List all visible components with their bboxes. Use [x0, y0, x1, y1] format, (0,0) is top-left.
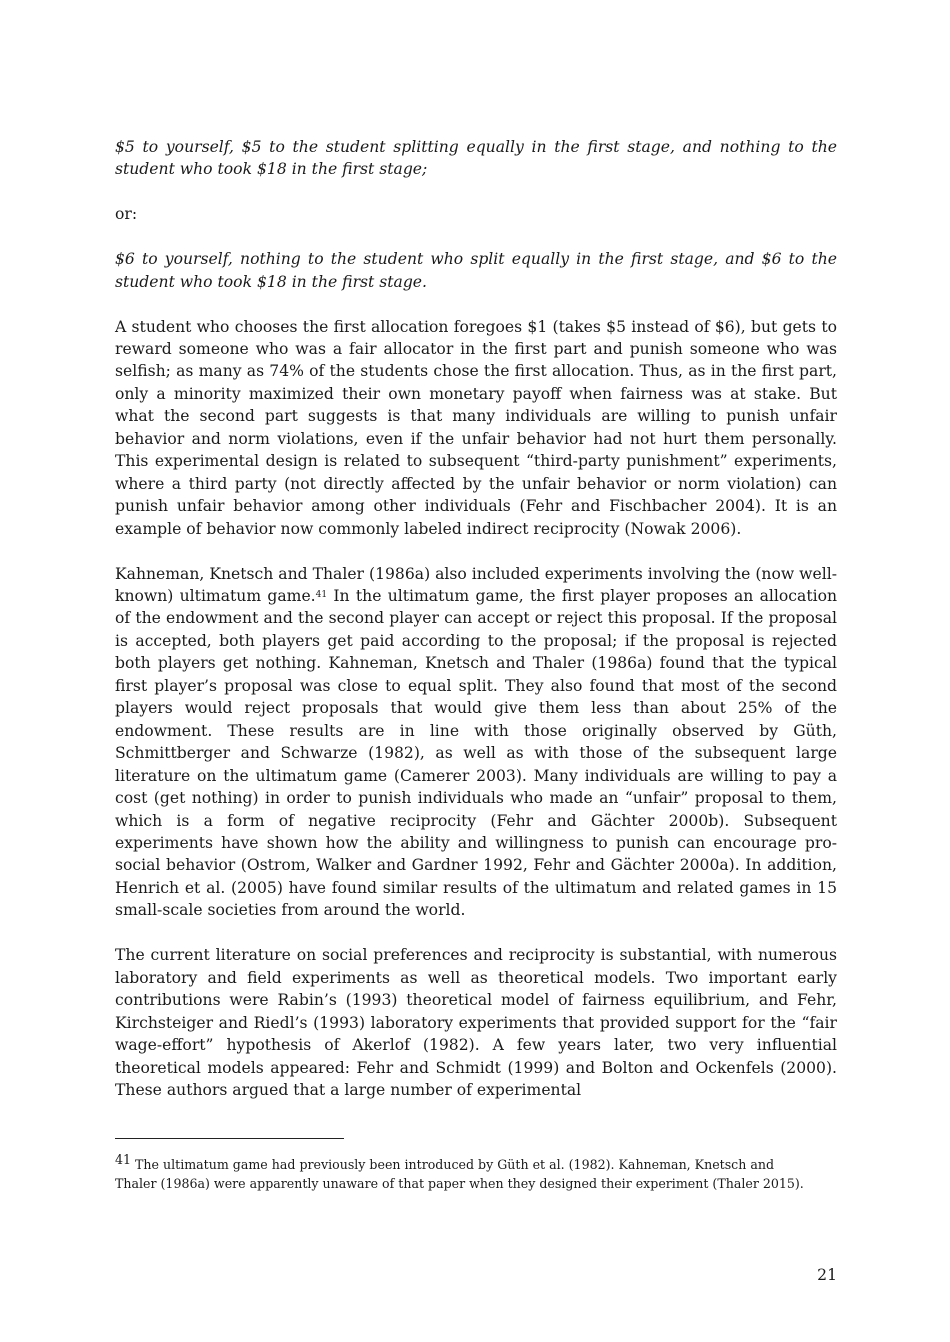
paragraph-or: or:: [115, 205, 138, 224]
paragraph-third-party-punishment: A student who chooses the first allocation foregoes $1 (takes $5 instead of $6), but gets to reward someone who was a fair allocator in the first part and punish someone who was selfish; as many as 74% of the students chose the first allocation. Thus, as in the first part, only a minority maximized their own monetary payoff when fairness was at stake. But what the second part suggests is that many individuals are willing to punish unfair behavior and norm violations, even if the unfair behavior had not hurt them personally. This experimental design is related to subsequent “third-party punishment” experiments, where a third party (not directly affected by the unfair behavior or norm violation) can punish unfair behavior among other individuals (Fehr and Fischbacher 2004). It is an example of behavior now commonly labeled indirect reciprocity (Nowak 2006).: [115, 317, 837, 538]
paragraph-current-literature: The current literature on social preferences and reciprocity is substantial, with numerous laboratory and field experiments as well as theoretical models. Two important early contributions were Rabin’s (1993) theoretical model of fairness equilibrium, and Fehr, Kirchsteiger and Riedl’s (1993) laboratory experiments that provided support for the “fair wage-effort” hypothesis of Akerlof (1982). A few years later, two very influential theoretical models appeared: Fehr and Schmidt (1999) and Bolton and Ockenfels (2000). These authors argued that a large number of experimental: [115, 946, 837, 1099]
paragraph-ultimatum-game: [115, 563, 837, 922]
ultimatum-text-before: Kahneman, Knetsch and Thaler (1986a) also included experiments involving the (now well-known) ultimatum game.: [115, 564, 837, 605]
paragraph-allocation-option-1: $5 to yourself, $5 to the student splitting equally in the first stage, and nothing to the student who took $18 in the first stage;: [115, 138, 837, 179]
ultimatum-text-after: In the ultimatum game, the first player proposes an allocation of the endowment and the second player can accept or reject this proposal. If the proposal is accepted, both players get paid according to the proposal; if the proposal is rejected both players get nothing. Kahneman, Knetsch and Thaler (1986a) found that the typical first player’s proposal was close to equal split. They also found that most of the second players would reject proposals that would give them less than about 25% of the endowment. These results are in line with those originally observed by Güth, Schmittberger and Schwarze (1982), as well as with those of the subsequent large literature on the ultimatum game (Camerer 2003). Many individuals are willing to pay a cost (get nothing) in order to punish individuals who made an “unfair” proposal to them, which is a form of negative reciprocity (Fehr and Gächter 2000b). Subsequent experiments have shown how the ability and willingness to punish can encourage pro-social behavior (Ostrom, Walker and Gardner 1992, Fehr and Gächter 2000a). In addition, Henrich et al. (2005) have found similar results of the ultimatum and related games in 15 small-scale societies from around the world.: [115, 587, 838, 920]
footnote-number: 41: [115, 1152, 132, 1167]
paragraph-allocation-option-2: $6 to yourself, nothing to the student who split equally in the first stage, and $6 to the student who took $18 in the first stage.: [115, 250, 837, 291]
body-text: [115, 136, 837, 1101]
page-number: 21: [817, 1266, 837, 1284]
footnote-reference: 41: [315, 590, 328, 600]
footnote-separator: [115, 1138, 344, 1139]
footnote-text: The ultimatum game had previously been introduced by Güth et al. (1982). Kahneman, Knetsch and Thaler (1986a) were apparently unaware of that paper when they designed their experiment (Thaler 2015).: [115, 1157, 804, 1191]
footnote: [115, 1151, 815, 1193]
